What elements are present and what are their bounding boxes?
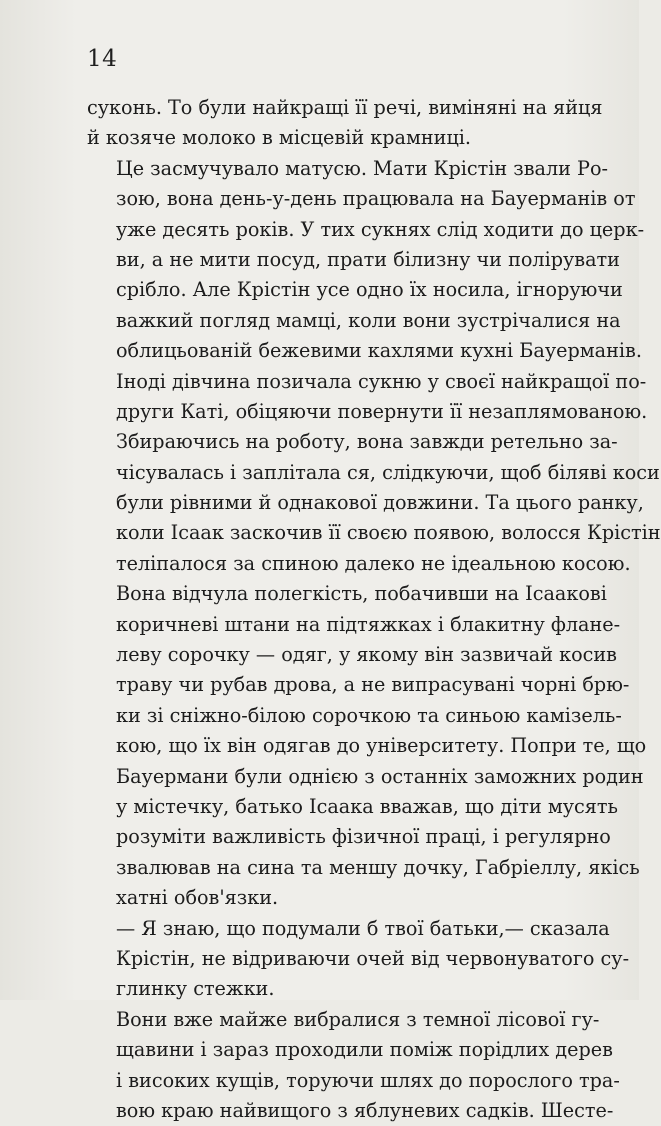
text-line: коли Ісаак заскочив її своєю появою, волосся Крістін bbox=[116, 521, 661, 545]
text-line: теліпалося за спиною далеко не ідеальною косою. bbox=[116, 551, 631, 575]
text-line: були рівними й однакової довжини. Та цього ранку, bbox=[116, 491, 644, 515]
text-line: вою краю найвищого з яблуневих садків. Шесте- bbox=[116, 1098, 614, 1122]
text-line: Іноді дівчина позичала сукню у своєї найкращої по- bbox=[116, 369, 647, 393]
text-line: срібло. Але Крістін усе одно їх носила, ігноруючи bbox=[116, 278, 623, 302]
text-line: щавини і зараз проходили поміж порідлих дерев bbox=[116, 1038, 613, 1062]
text-line: звалював на сина та меншу дочку, Габріеллу, якісь bbox=[116, 855, 640, 879]
text-line: й козяче молоко в місцевій крамниці. bbox=[87, 126, 472, 150]
text-line: траву чи рубав дрова, а не випрасувані чорні брю- bbox=[116, 673, 630, 697]
text-line: кою, що їх він одягав до університету. Попри те, що bbox=[116, 734, 647, 758]
text-line: у містечку, батько Ісаака вважав, що діти мусять bbox=[116, 794, 618, 818]
paragraph bbox=[87, 914, 630, 1005]
paragraph bbox=[87, 579, 647, 913]
paragraph bbox=[87, 1005, 620, 1126]
text-line: Це засмучувало матусю. Мати Крістін звали Ро- bbox=[116, 156, 608, 180]
text-line: ви, а не мити посуд, прати білизну чи полірувати bbox=[116, 247, 620, 271]
text-line: ки зі сніжно-білою сорочкою та синьою камізель- bbox=[116, 703, 622, 727]
text-line: леву сорочку — одяг, у якому він зазвичай косив bbox=[116, 643, 617, 667]
text-line: облицьованій бежевими кахлями кухні Бауерманів. bbox=[116, 339, 642, 363]
text-line: хатні обов'язки. bbox=[116, 886, 279, 910]
text-line: коричневі штани на підтяжках і блакитну флане- bbox=[116, 612, 621, 636]
body-text bbox=[87, 93, 661, 1126]
text-line: уже десять років. У тих сукнях слід ходити до церк- bbox=[116, 217, 645, 241]
text-line: — Я знаю, що подумали б твої батьки,— сказала bbox=[116, 916, 610, 940]
text-line: чісувалась і заплітала ся, слідкуючи, щоб біляві коси bbox=[116, 460, 660, 484]
text-line: розуміти важливість фізичної праці, і регулярно bbox=[116, 825, 611, 849]
text-line: други Каті, обіцяючи повернути її незаплямованою. bbox=[116, 399, 648, 423]
text-line: зою, вона день-у-день працювала на Бауерманів от bbox=[116, 187, 636, 211]
text-line: суконь. То були найкращі її речі, виміняні на яйця bbox=[87, 96, 603, 119]
page-number: 14 bbox=[87, 46, 118, 72]
text-line: Крістін, не відриваючи очей від червонуватого су- bbox=[116, 946, 630, 970]
text-line: Вони вже майже вибралися з темної лісової гу- bbox=[116, 1007, 600, 1031]
text-line: важкий погляд мамці, коли вони зустрічалися на bbox=[116, 308, 621, 332]
paragraph bbox=[87, 93, 603, 154]
paragraph bbox=[87, 154, 661, 579]
text-line: глинку стежки. bbox=[116, 977, 275, 1001]
text-line: Збираючись на роботу, вона завжди ретельно за- bbox=[116, 430, 618, 454]
text-line: Вона відчула полегкість, побачивши на Ісаакові bbox=[116, 582, 607, 606]
text-line: Бауермани були однією з останніх заможних родин bbox=[116, 764, 644, 788]
text-line: і високих кущів, торуючи шлях до порослого тра- bbox=[116, 1068, 620, 1092]
